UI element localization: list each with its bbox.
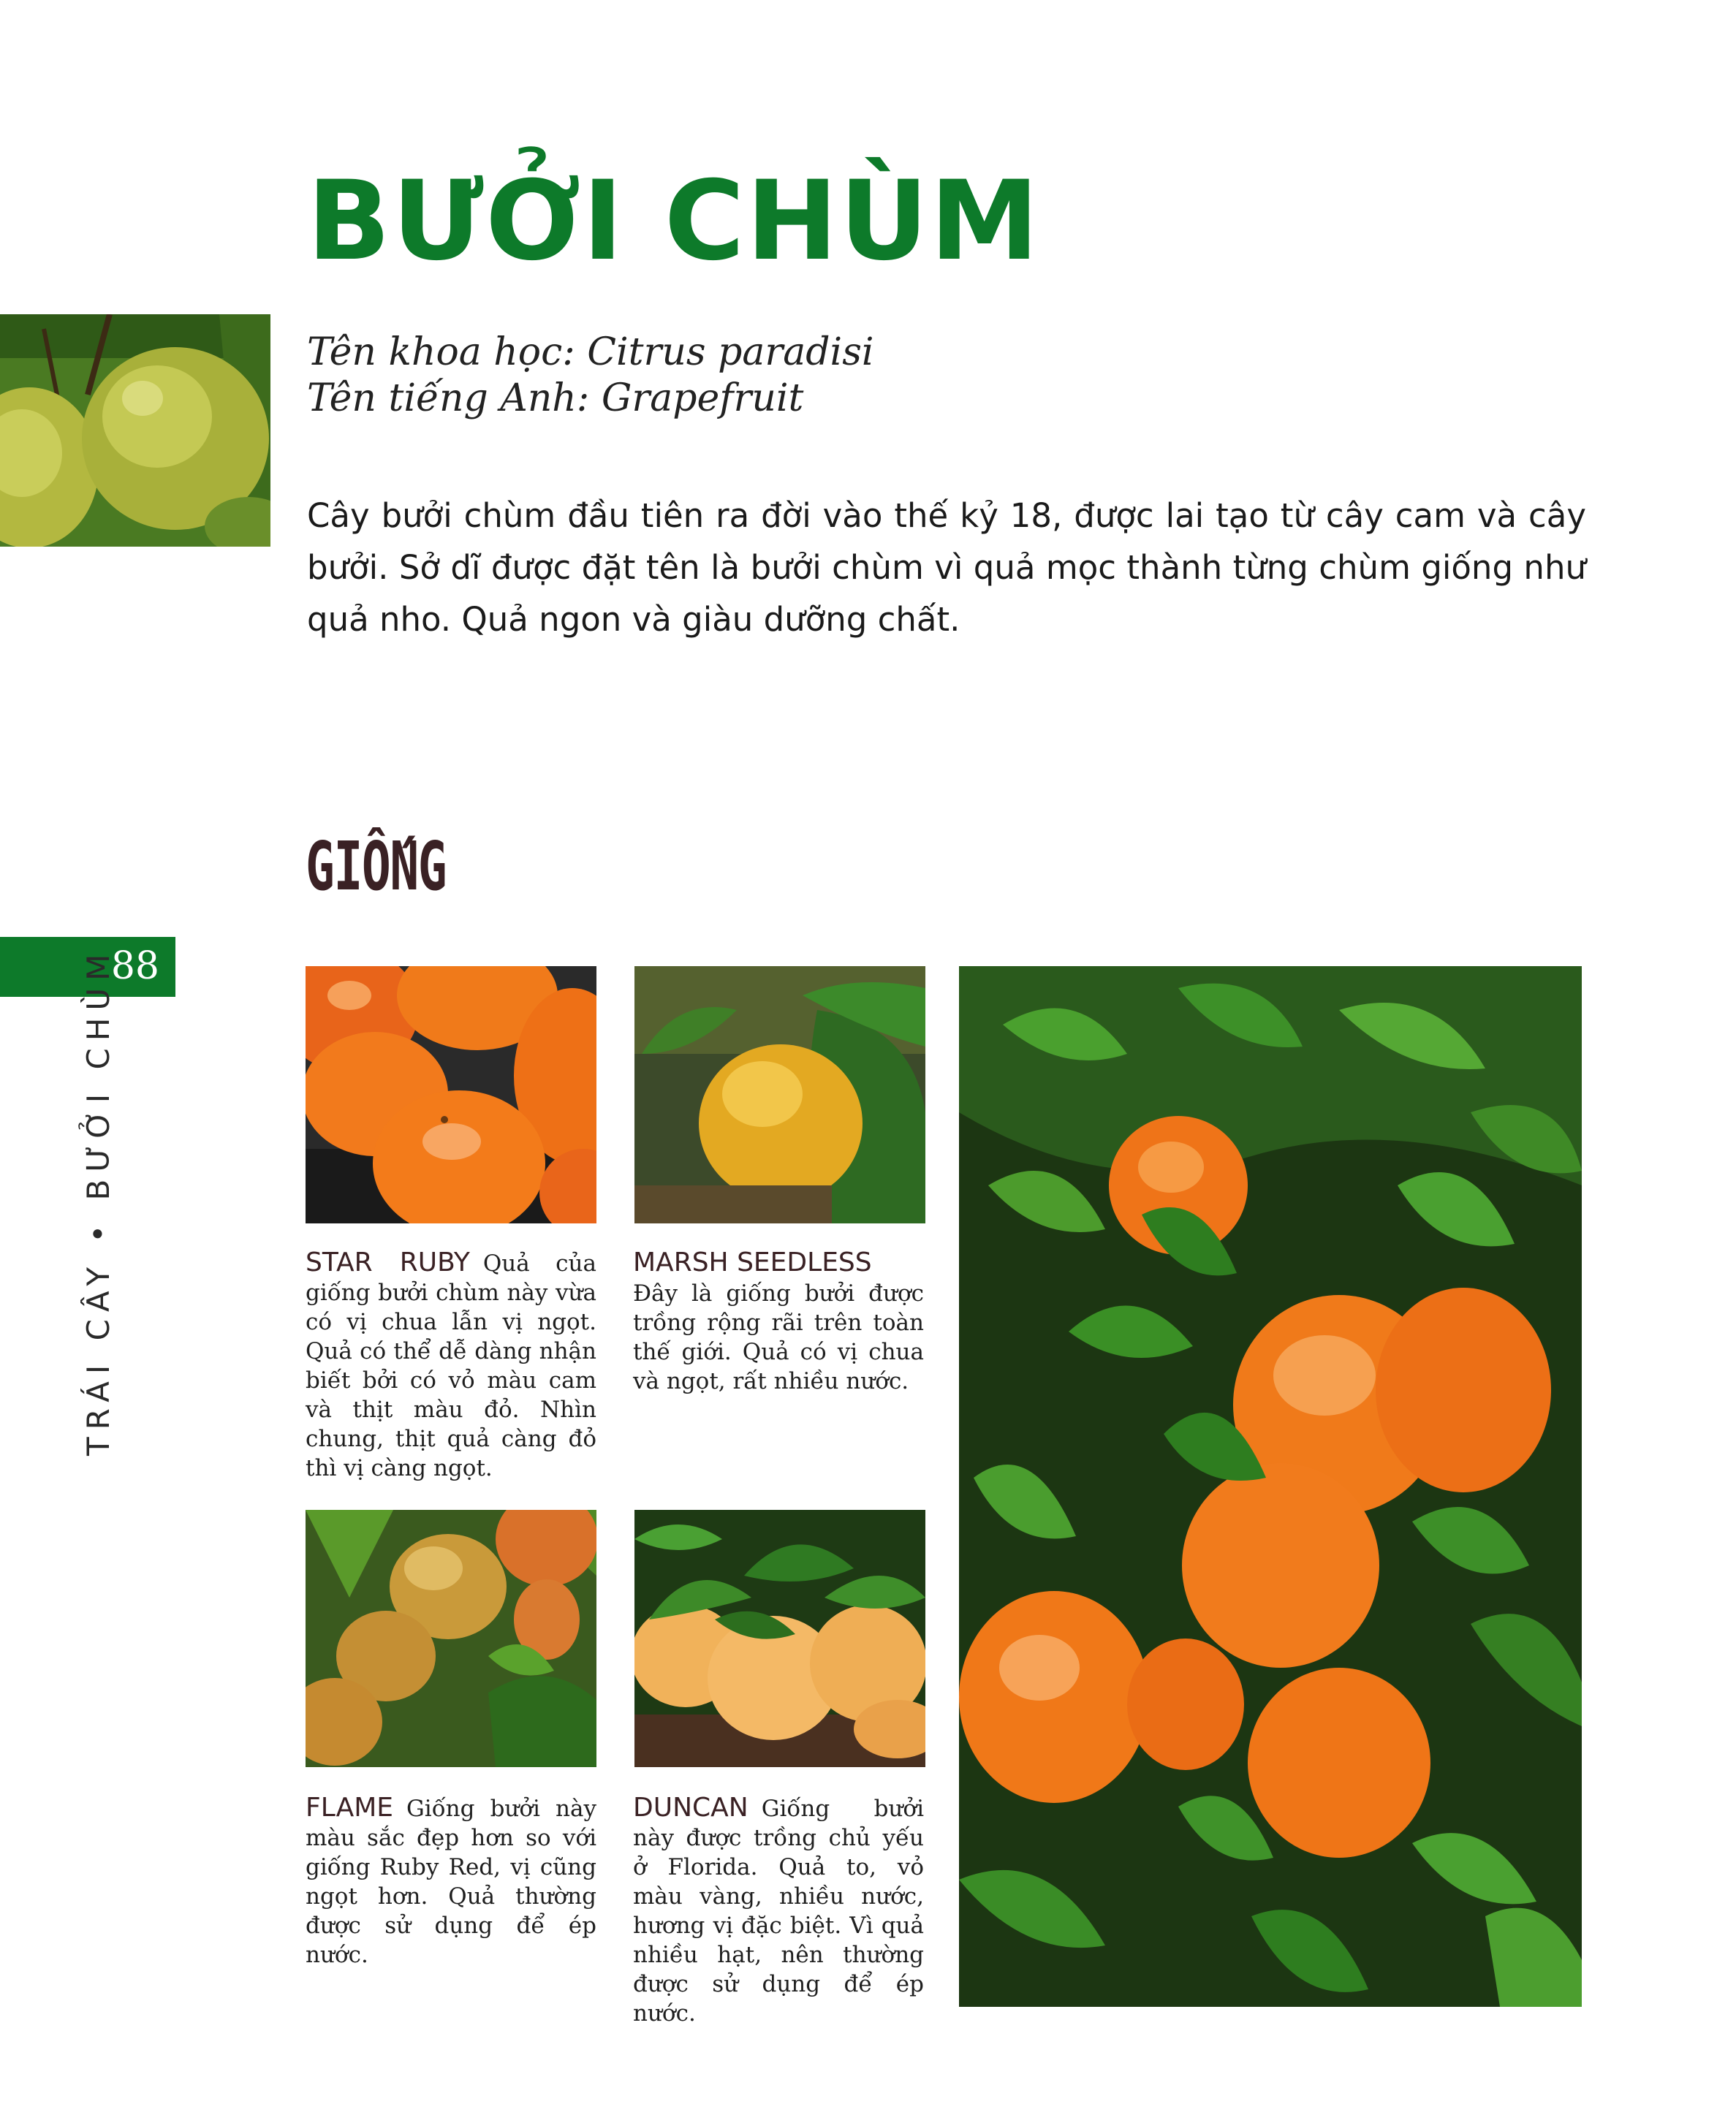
star-ruby-photo	[306, 966, 596, 1223]
scientific-name: Tên khoa học: Citrus paradisi	[307, 330, 874, 374]
variety-description: Quả của giống bưởi chùm này vừa có vị chua lẫn vị ngọt. Quả có thể dễ dàng nhận biết bởi có vỏ màu cam và thịt màu đỏ. Nhìn chung, thịt quả càng đỏ thì vị càng ngọt.	[306, 1250, 596, 1481]
variety-name: FLAME	[306, 1793, 394, 1823]
variety-duncan	[633, 1793, 924, 2028]
variety-name: STAR RUBY	[306, 1248, 470, 1277]
variety-flame	[306, 1793, 596, 1970]
variety-name: MARSH SEEDLESS	[633, 1248, 872, 1277]
duncan-photo	[634, 1510, 925, 1767]
variety-name: DUNCAN	[633, 1793, 748, 1823]
variety-star-ruby	[306, 1248, 596, 1483]
intro-paragraph: Cây bưởi chùm đầu tiên ra đời vào thế kỷ 18, được lai tạo từ cây cam và cây bưởi. Sở dĩ được đặt tên là bưởi chùm vì quả mọc thành từng chùm giống như quả nho. Quả ngon và giàu dưỡng chất.	[307, 496, 1586, 639]
page-title: BƯỞI CHÙM	[307, 158, 1041, 285]
variety-marsh-seedless	[633, 1248, 924, 1396]
variety-description: Giống bưởi này màu sắc đẹp hơn so với giống Ruby Red, vị cũng ngọt hơn. Quả thường được sử dụng để ép nước.	[306, 1796, 596, 1968]
variety-description: Giống bưởi này được trồng chủ yếu ở Florida. Quả to, vỏ màu vàng, nhiều nước, hương vị đặc biệt. Vì quả nhiều hạt, nên thường được sử dụng để ép nước.	[633, 1796, 924, 2027]
section-heading: GIỐNG	[306, 827, 447, 905]
variety-description: Đây là giống bưởi được trồng rộng rãi trên toàn thế giới. Quả có vị chua và ngọt, rất nhiều nước.	[633, 1280, 924, 1394]
english-name: Tên tiếng Anh: Grapefruit	[307, 376, 804, 420]
header-thumbnail-photo	[0, 314, 270, 547]
marsh-seedless-photo	[634, 966, 925, 1223]
grapefruit-tree-photo	[959, 966, 1582, 2007]
page-number: 88	[110, 944, 159, 988]
flame-photo	[306, 1510, 596, 1767]
running-head: TRÁI CÂY • BƯỞI CHÙM	[80, 946, 116, 1456]
